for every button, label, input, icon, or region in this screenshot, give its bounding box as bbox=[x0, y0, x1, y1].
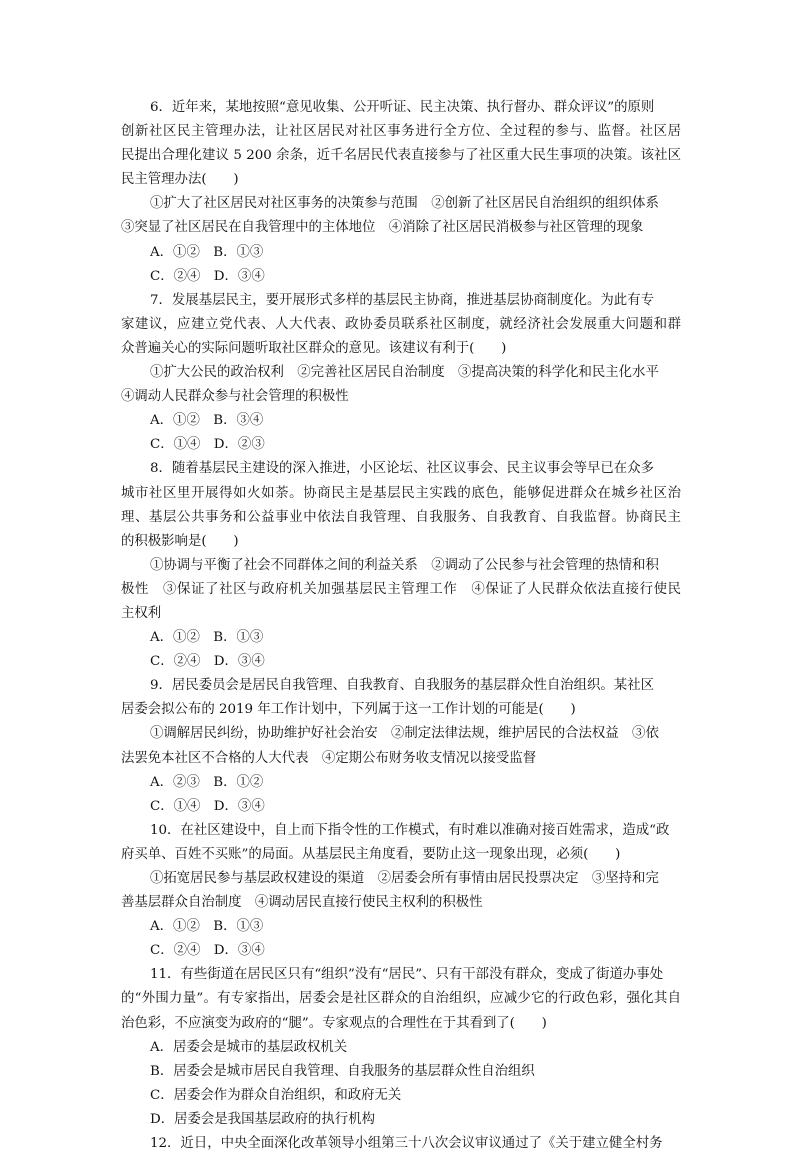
question-11 bbox=[121, 963, 681, 1132]
question-text-line: 的积极影响是( ) bbox=[121, 533, 239, 549]
answer-options: C．②④ D．③④ bbox=[150, 654, 265, 670]
question-9 bbox=[121, 674, 681, 819]
answer-options: A．①② B．①③ bbox=[150, 244, 264, 260]
question-text-line: 7．发展基层民主，要开展形式多样的基层民主协商，推进基层协商制度化。为此有专 bbox=[150, 292, 654, 308]
answer-options: C．①④ D．②③ bbox=[150, 437, 265, 453]
answer-options: C．②④ D．③④ bbox=[150, 268, 265, 284]
question-text-line: 家建议，应建立党代表、人大代表、政协委员联系社区制度，就经济社会发展重大问题和群 bbox=[121, 316, 681, 332]
answer-option-c: C．居委会作为群众自治组织，和政府无关 bbox=[150, 1087, 402, 1103]
question-10 bbox=[121, 819, 681, 964]
question-text-line: 治色彩，不应演变为政府的“腿”。专家观点的合理性在于其看到了( ) bbox=[121, 1015, 547, 1031]
statement-line: ③突显了社区居民在自我管理中的主体地位 ④消除了社区居民消极参与社区管理的现象 bbox=[121, 220, 644, 236]
statement-line: ④调动人民群众参与社会管理的积极性 bbox=[121, 389, 349, 405]
statement-line: ①扩大了社区居民对社区事务的决策参与范围 ②创新了社区居民自治组织的组织体系 bbox=[150, 196, 659, 212]
question-text-line: 10．在社区建设中，自上而下指令性的工作模式，有时难以准确对接百姓需求，造成“政 bbox=[150, 822, 670, 838]
question-text-line: 民主管理办法( ) bbox=[121, 172, 239, 188]
question-text-line: 6．近年来，某地按照“意见收集、公开听证、民主决策、执行督办、群众评议”的原则 bbox=[150, 100, 655, 115]
question-7 bbox=[121, 289, 681, 458]
question-text-line: 9．居民委员会是居民自我管理、自我教育、自我服务的基层群众性自治组织。某社区 bbox=[150, 678, 654, 694]
answer-options: C．②④ D．③④ bbox=[150, 943, 265, 959]
question-text-line: 城市社区里开展得如火如荼。协商民主是基层民主实践的底色，能够促进群众在城乡社区治 bbox=[121, 485, 681, 501]
answer-options: A．①② B．③④ bbox=[150, 413, 264, 429]
question-text-line: 的“外围力量”。有专家指出，居委会是社区群众的自治组织，应减少它的行政色彩，强化其自 bbox=[121, 991, 681, 1007]
statement-line: ①协调与平衡了社会不同群体之间的利益关系 ②调动了公民参与社会管理的热情和积 bbox=[150, 557, 659, 573]
statement-line: ①扩大公民的政治权利 ②完善社区居民自治制度 ③提高决策的科学化和民主化水平 bbox=[150, 365, 659, 381]
question-text-line: 居委会拟公布的 2019 年工作计划中，下列属于这一工作计划的可能是( ) bbox=[121, 702, 576, 718]
question-list bbox=[121, 96, 681, 1156]
answer-option-d: D．居委会是我国基层政府的执行机构 bbox=[150, 1111, 375, 1127]
question-text-line: 11．有些街道在居民区只有“组织”没有“居民”、只有干部没有群众，变成了街道办事处 bbox=[150, 967, 664, 983]
statement-line: 主权利 bbox=[121, 605, 162, 621]
question-12 bbox=[121, 1132, 681, 1156]
statement-line: 法罢免本社区不合格的人大代表 ④定期公布财务收支情况以接受监督 bbox=[121, 750, 537, 766]
question-text-line: 理、基层公共事务和公益事业中依法自我管理、自我服务、自我教育、自我监督。协商民主 bbox=[121, 509, 681, 525]
statement-line: ①调解居民纠纷，协助维护好社会治安 ②制定法律法规，维护居民的合法权益 ③依 bbox=[150, 726, 659, 742]
question-8 bbox=[121, 457, 681, 674]
answer-options: A．①② B．①③ bbox=[150, 919, 264, 935]
statement-line: ①拓宽居民参与基层政权建设的渠道 ②居委会所有事情由居民投票决定 ③坚持和完 bbox=[150, 871, 659, 886]
question-text-line: 民提出合理化建议 5 200 余条，近千名居民代表直接参与了社区重大民生事项的决策。该社区 bbox=[121, 148, 681, 164]
question-text-line: 府买单、百姓不买账”的局面。从基层民主角度看，要防止这一现象出现，必须( ) bbox=[121, 846, 621, 862]
question-text-line: 8．随着基层民主建设的深入推进，小区论坛、社区议事会、民主议事会等早已在众多 bbox=[150, 461, 654, 477]
answer-options: A．①② B．①③ bbox=[150, 630, 264, 646]
answer-options: C．①④ D．③④ bbox=[150, 798, 265, 814]
statement-line: 极性 ③保证了社区与政府机关加强基层民主管理工作 ④保证了人民群众依法直接行使民 bbox=[121, 581, 681, 597]
answer-option-a: A．居委会是城市的基层政权机关 bbox=[150, 1039, 348, 1055]
question-text-line: 12．近日，中央全面深化改革领导小组第三十八次会议审议通过了《关于建立健全村务 bbox=[150, 1136, 663, 1152]
question-text-line: 创新社区民主管理办法，让社区居民对社区事务进行全方位、全过程的参与、监督。社区居 bbox=[121, 124, 681, 140]
answer-option-b: B．居委会是城市居民自我管理、自我服务的基层群众性自治组织 bbox=[150, 1063, 535, 1079]
question-text-line: 众普遍关心的实际问题听取社区群众的意见。该建议有利于( ) bbox=[121, 340, 507, 356]
answer-options: A．②③ B．①② bbox=[150, 774, 264, 790]
statement-line: 善基层群众自治制度 ④调动居民直接行使民主权利的积极性 bbox=[121, 895, 483, 911]
question-6 bbox=[121, 96, 681, 289]
